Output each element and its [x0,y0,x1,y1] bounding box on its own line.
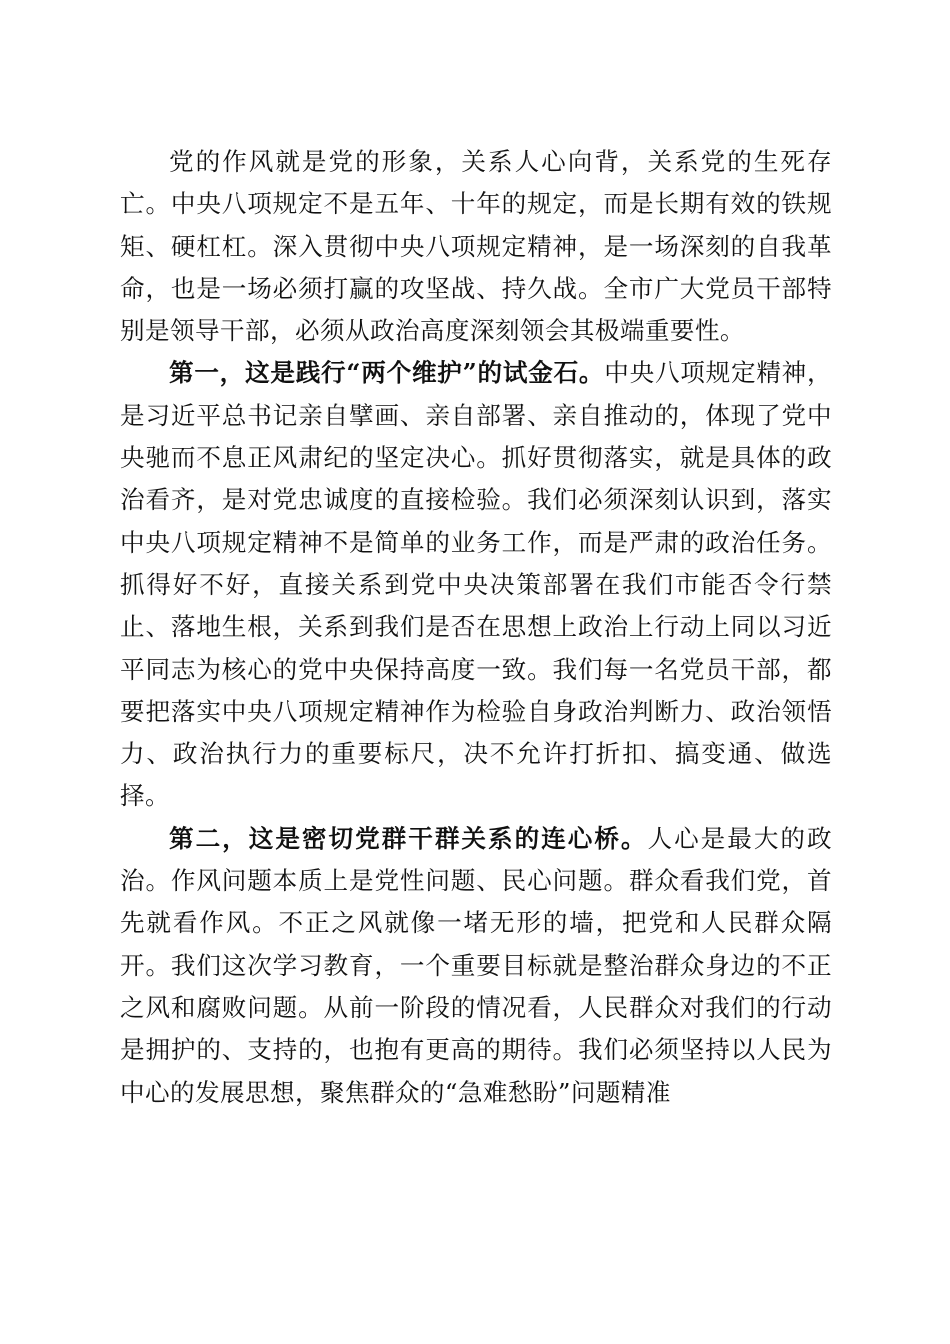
paragraph-intro [120,141,832,352]
paragraph-first-point [120,352,832,817]
paragraph-text: 党的作风就是党的形象，关系人心向背，关系党的生死存亡。中央八项规定不是五年、十年的规定，而是长期有效的铁规矩、硬杠杠。深入贯彻中央八项规定精神，是一场深刻的自我革命，也是一场必须打赢的攻坚战、持久战。全市广大党员干部特别是领导干部，必须从政治高度深刻领会其极端重要性。 [120,147,832,346]
paragraph-lead: 第二，这是密切党群干群关系的连心桥。 [169,823,648,853]
paragraph-second-point [120,818,832,1114]
paragraph-lead: 第一，这是践行“两个维护”的试金石。 [169,358,605,388]
document-body [120,141,832,1114]
paragraph-text: 人心是最大的政治。作风问题本质上是党性问题、民心问题。群众看我们党，首先就看作风。不正之风就像一堵无形的墙，把党和人民群众隔开。我们这次学习教育，一个重要目标就是整治群众身边的不正之风和腐败问题。从前一阶段的情况看，人民群众对我们的行动是拥护的、支持的，也抱有更高的期待。我们必须坚持以人民为中心的发展思想，聚焦群众的“急难愁盼”问题精准 [120,823,832,1107]
paragraph-text: 中央八项规定精神，是习近平总书记亲自擘画、亲自部署、亲自推动的，体现了党中央驰而不息正风肃纪的坚定决心。抓好贯彻落实，就是具体的政治看齐，是对党忠诚度的直接检验。我们必须深刻认识到，落实中央八项规定精神不是简单的业务工作，而是严肃的政治任务。抓得好不好，直接关系到党中央决策部署在我们市能否令行禁止、落地生根，关系到我们是否在思想上政治上行动上同以习近平同志为核心的党中央保持高度一致。我们每一名党员干部，都要把落实中央八项规定精神作为检验自身政治判断力、政治领悟力、政治执行力的重要标尺，决不允许打折扣、搞变通、做选择。 [120,358,832,811]
